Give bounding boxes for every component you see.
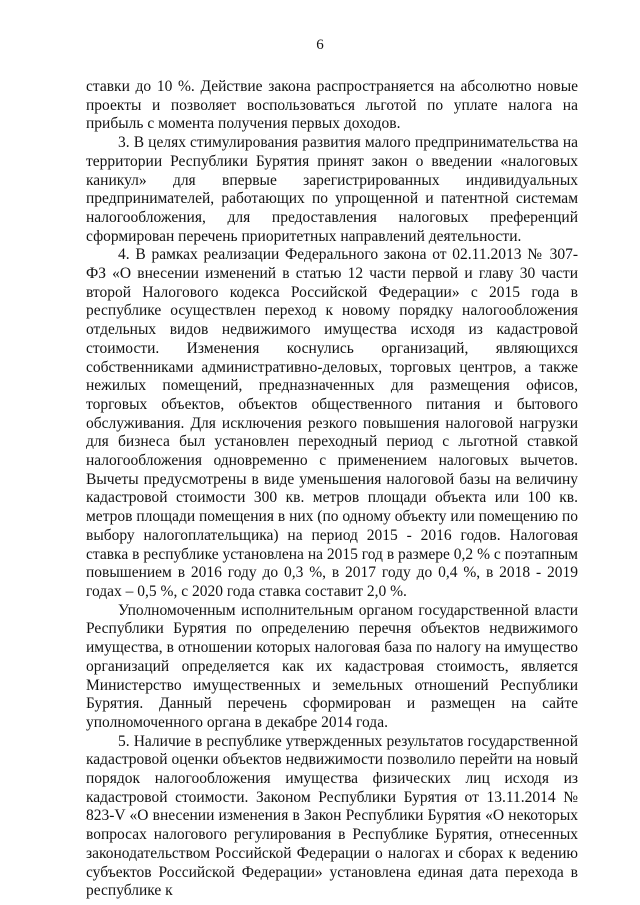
paragraph-tax-holidays: 3. В целях стимулирования развития малого предпринимательства на территории Республики Бурятия принят закон о введении «налоговых каникул» для впервые зарегистрированных индивидуальных предпринимателей, работающих по упрощенной и патентной системам налогообложения, для предоставления налоговых преференций сформирован перечень приоритетных направлений деятельности. <box>86 134 578 245</box>
paragraph-individual-property-tax: 5. Наличие в республике утвержденных результатов государственной кадастровой оценки объектов недвижимости позволило перейти на новый порядок налогообложения имущества физических лиц исходя из кадастровой стоимости. Законом Республики Бурятия от 13.11.2014 № 823-V «О внесении изменения в Закон Республики Бурятия «О некоторых вопросах налогового регулирования в Республике Бурятия, отнесенных законодательством Российской Федерации о налогах и сборах к ведению субъектов Российской Федерации» установлена единая дата перехода в республике к <box>86 732 578 900</box>
paragraph-authorized-body: Уполномоченным исполнительным органом государственной власти Республики Бурятия по определению перечня объектов недвижимого имущества, в отношении которых налоговая база по налогу на имущество организаций определяется как их кадастровая стоимость, является Министерство имущественных и земельных отношений Республики Бурятия. Данный перечень сформирован и размещен на сайте уполномоченного органа в декабре 2014 года. <box>86 601 578 731</box>
paragraph-tax-rate-continuation: ставки до 10 %. Действие закона распространяется на абсолютно новые проекты и позволяет воспользоваться льготой по уплате налога на прибыль с момента получения первых доходов. <box>86 78 578 133</box>
paragraph-cadastral-value-transition: 4. В рамках реализации Федерального закона от 02.11.2013 № 307-ФЗ «О внесении изменений в статью 12 части первой и главу 30 части второй Налогового кодекса Российской Федерации» с 2015 года в республике осуществлен переход к новому порядку налогообложения отдельных видов недвижимого имущества исходя из кадастровой стоимости. Изменения коснулись организаций, являющихся собственниками административно-деловых, торговых центров, а также нежилых помещений, предназначенных для размещения офисов, торговых объектов, объектов общественного питания и бытового обслуживания. Для исключения резкого повышения налоговой нагрузки для бизнеса был установлен переходный период с льготной ставкой налогообложения одновременно с применением налоговых вычетов. Вычеты предусмотрены в виде уменьшения налоговой базы на величину кадастровой стоимости 300 кв. метров площади объекта или 100 кв. метров площади помещения в них (по одному объекту или помещению по выбору налогоплательщика) на период 2015 - 2016 годов. Налоговая ставка в республике установлена на 2015 год в размере 0,2 % с поэтапным повышением в 2016 году до 0,3 %, в 2017 году до 0,4 %, в 2018 - 2019 годах – 0,5 %, с 2020 года ставка составит 2,0 %. <box>86 246 578 600</box>
document-body <box>86 78 578 901</box>
page-number: 6 <box>316 37 324 53</box>
